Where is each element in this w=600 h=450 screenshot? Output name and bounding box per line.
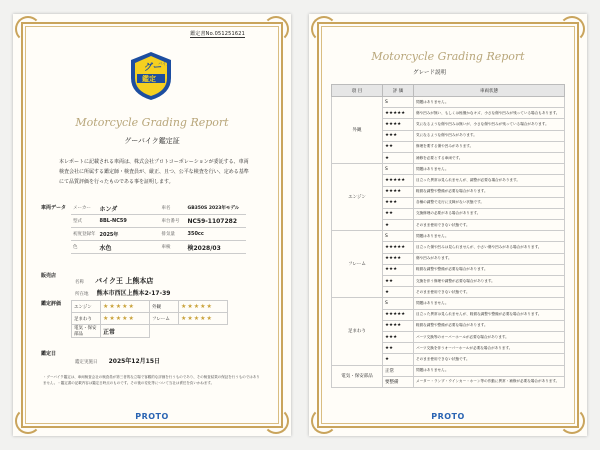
grade-cell: ★ <box>383 152 414 163</box>
grade-table <box>331 84 565 388</box>
condition-cell: 補修を必要とする車両です。 <box>414 152 565 163</box>
shop-address-row <box>75 280 170 299</box>
condition-cell: 問題はありません。 <box>414 231 565 242</box>
grading-date-key: 鑑定実施日 <box>75 360 98 365</box>
grade-cell: ★★ <box>383 141 414 152</box>
grade-cell: ★★★ <box>383 264 414 275</box>
badge-line3: 鑑定 <box>142 75 156 83</box>
suspension-stars: ★★★★★ <box>101 313 150 325</box>
condition-cell: 目立った異常は見られませんが、調整が必要な場合があります。 <box>414 175 565 186</box>
grade-cell: ★★★★★ <box>383 175 414 186</box>
type-key: 型式 <box>71 215 98 228</box>
grade-cell: ★★★★ <box>383 320 414 331</box>
evaluation-label: 鑑定評価 <box>41 301 62 307</box>
header-item: 項 目 <box>332 85 383 97</box>
engine-stars: ★★★★★ <box>101 301 150 313</box>
type-value: 8BL-NC59 <box>98 215 160 228</box>
evaluation-table <box>71 300 228 338</box>
grade-cell: ★★ <box>383 343 414 354</box>
condition-cell: 問題はありません。 <box>414 298 565 309</box>
exterior-key: 外観 <box>150 301 179 313</box>
badge-line2: バイク <box>158 61 170 66</box>
grade-explanation-page <box>309 14 587 436</box>
condition-cell: そのまま使用できない状態です。 <box>414 354 565 365</box>
shop-address-value: 熊本市西区上熊本2-17-39 <box>96 290 171 297</box>
grading-report-page <box>13 14 291 436</box>
corner-ornament <box>263 16 289 42</box>
condition-cell: 交換を伴う修理や調整が必要な場合があります。 <box>414 276 565 287</box>
grade-cell: ★ <box>383 220 414 231</box>
grade-cell: ★★★ <box>383 130 414 141</box>
condition-cell: 傷や凹みがあります。 <box>414 253 565 264</box>
displacement-value: 350cc <box>186 228 246 241</box>
grade-cell: ★ <box>383 354 414 365</box>
condition-cell: 問題はありません。 <box>414 164 565 175</box>
report-script-title: Motorcycle Grading Report <box>75 116 229 129</box>
condition-cell: 傷や凹みが無い、もしくは極僅かなキズ、小さな傷や凹みが残っている場合もあります。 <box>414 108 565 119</box>
maker-key: メーカー <box>71 202 98 215</box>
header-grade: 評 価 <box>383 85 414 97</box>
engine-key: エンジン <box>72 301 101 313</box>
footnote: ・グーバイク鑑定は、車両検査会社の検査員が第三者的な立場で客観的な評価を行うものであり、その検査結果の保証を行うものではありません。・鑑定書の記載内容は鑑定日時点のものです。その後の変化等について当社は責任を負いかねます。 <box>43 375 260 385</box>
grading-date-label: 鑑定日 <box>41 351 57 357</box>
grade-row <box>332 164 565 175</box>
serial-number: 鑑定書No.051251621 <box>190 31 245 37</box>
frame-no-value: NC59-1107282 <box>186 215 246 228</box>
grade-cell: 正常 <box>383 365 414 376</box>
condition-cell: 気になるような傷や凹みがあります。 <box>414 130 565 141</box>
condition-cell: メーター・ランプ・ウインカー・ホーン等の作動に異常・補修が必要な場合があります。 <box>414 376 565 387</box>
condition-cell: 交換修理の必要がある場合があります。 <box>414 208 565 219</box>
grade-cell: S <box>383 298 414 309</box>
grade-row <box>332 97 565 108</box>
shop-name-value: バイク王 上熊本店 <box>95 277 154 285</box>
goo-bike-badge-icon <box>128 50 174 102</box>
electrical-value: 正常 <box>101 325 150 338</box>
condition-cell: 軽微な調整や整備が必要な場合があります。 <box>414 320 565 331</box>
grade-cell: ★★ <box>383 208 414 219</box>
color-key: 色 <box>71 241 98 254</box>
category-cell: 足まわり <box>332 298 383 365</box>
grade-cell: ★★★★ <box>383 119 414 130</box>
condition-cell: 目立った傷や凹みは見られませんが、小さい傷や凹みがある場合があります。 <box>414 242 565 253</box>
grading-date-value: 2025年12月15日 <box>108 358 160 365</box>
model-value: GB350S 2023年モデル <box>186 202 246 215</box>
registration-key: 初度登録年 <box>71 228 98 241</box>
condition-cell: そのまま使用できない状態です。 <box>414 287 565 298</box>
grade-row <box>332 231 565 242</box>
condition-cell: 軽微な調整や整備が必要な場合があります。 <box>414 264 565 275</box>
shop-name-key: 名称 <box>75 280 84 285</box>
condition-cell: 修理を要する傷や凹みがあります。 <box>414 141 565 152</box>
grade-cell: ★★★★ <box>383 253 414 264</box>
badge-line1: グー <box>144 63 163 73</box>
condition-cell: 軽微な調整や整備が必要な場合があります。 <box>414 186 565 197</box>
corner-ornament <box>559 16 585 42</box>
registration-value: 2025年 <box>98 228 160 241</box>
condition-cell: 各種の調整で走行に支障がない状態です。 <box>414 197 565 208</box>
grade-cell: ★ <box>383 287 414 298</box>
grade-cell: ★★★★★ <box>383 242 414 253</box>
color-value: 水色 <box>98 241 160 254</box>
condition-cell: パーツ交換を伴うオーバーホールが必要な場合があります。 <box>414 343 565 354</box>
electrical-key: 電気・保安部品 <box>72 325 101 338</box>
vehicle-data-label: 車両データ <box>41 205 67 211</box>
grade-explanation-title: グレード説明 <box>413 70 447 76</box>
condition-cell: 問題はありません。 <box>414 97 565 108</box>
exterior-stars: ★★★★★ <box>179 301 228 313</box>
header-condition: 車両状態 <box>414 85 565 97</box>
displacement-key: 排気量 <box>160 228 186 241</box>
grade-row <box>332 365 565 376</box>
proto-logo: PROTO <box>135 412 169 421</box>
grade-cell: ★★★★★ <box>383 309 414 320</box>
grade-cell: S <box>383 231 414 242</box>
intro-text: 本レポートに記載される車両は、株式会社プロトコーポレーションが委託する、車両検査会社に所属する鑑定師・検査員が、厳正、且つ、公平な検査を行い、定める基準にて品質評価を行ったものである事を証明します。 <box>59 159 249 185</box>
category-cell: エンジン <box>332 164 383 231</box>
vehicle-data-table <box>71 202 246 254</box>
condition-cell: そのまま使用できない状態です。 <box>414 220 565 231</box>
maker-value: ホンダ <box>98 202 160 215</box>
grade-cell: ★★★★ <box>383 186 414 197</box>
category-cell: フレーム <box>332 231 383 298</box>
inspection-key: 車検 <box>160 241 186 254</box>
shop-address-key: 所在地 <box>75 292 89 297</box>
condition-cell: 目立った異常は見られませんが、軽微な調整や整備が必要な場合があります。 <box>414 309 565 320</box>
frame-no-key: 車台番号 <box>160 215 186 228</box>
condition-cell: 問題はありません。 <box>414 365 565 376</box>
frame-stars: ★★★★★ <box>179 313 228 325</box>
category-cell: 電気・保安部品 <box>332 365 383 387</box>
corner-ornament <box>311 16 337 42</box>
grade-cell: ★★★★★ <box>383 108 414 119</box>
certificate-title: グーバイク鑑定証 <box>124 137 180 145</box>
proto-logo: PROTO <box>431 412 465 421</box>
suspension-key: 足まわり <box>72 313 101 325</box>
corner-ornament <box>15 16 41 42</box>
grade-cell: S <box>383 164 414 175</box>
grade-row <box>332 298 565 309</box>
model-key: 車名 <box>160 202 186 215</box>
frame-key: フレーム <box>150 313 179 325</box>
inspection-value: 検2028/03 <box>186 241 246 254</box>
grading-date-row <box>75 348 160 367</box>
category-cell: 外観 <box>332 97 383 164</box>
grade-cell: 要整備 <box>383 376 414 387</box>
shop-label: 販売店 <box>41 273 57 279</box>
grade-cell: ★★ <box>383 276 414 287</box>
grade-cell: ★★★ <box>383 197 414 208</box>
grade-cell: S <box>383 97 414 108</box>
grade-cell: ★★★ <box>383 331 414 342</box>
condition-cell: パーツ交換等のオーバーホールが必要な場合があります。 <box>414 331 565 342</box>
condition-cell: 気になるような傷や凹みは無いが、小さな傷や凹みが残っている場合があります。 <box>414 119 565 130</box>
report-script-title: Motorcycle Grading Report <box>371 50 525 63</box>
